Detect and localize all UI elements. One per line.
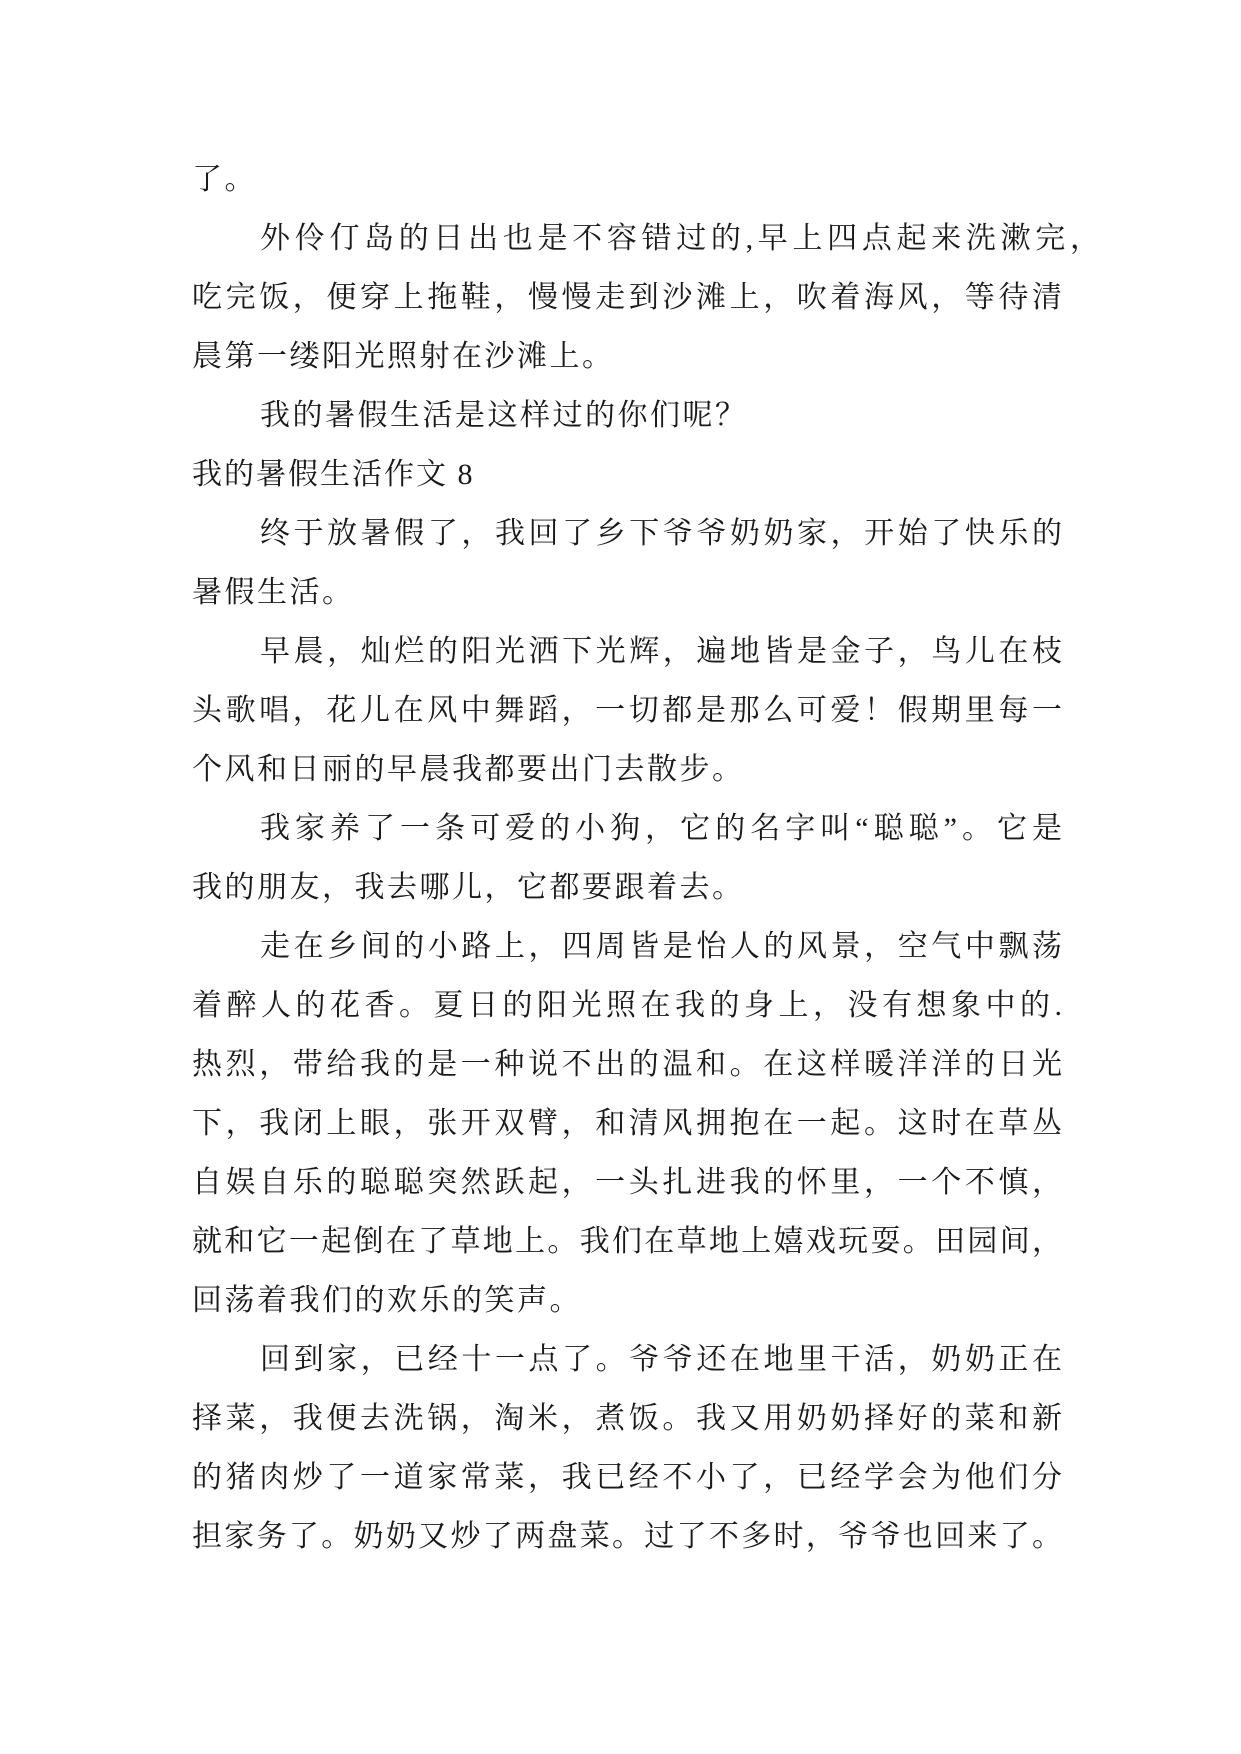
- document-body: [192, 150, 1100, 1566]
- paragraph-line: 吃完饭，便穿上拖鞋，慢慢走到沙滩上，吹着海风，等待清: [192, 281, 1062, 314]
- paragraph-line: 就和它一起倒在了草地上。我们在草地上嬉戏玩耍。田园间，: [192, 1225, 1062, 1258]
- paragraph-line: 择菜，我便去洗锅，淘米，煮饭。我又用奶奶择好的菜和新: [192, 1402, 1062, 1435]
- paragraph-line: 我的朋友，我去哪儿，它都要跟着去。: [192, 871, 745, 904]
- paragraph: [192, 504, 1062, 622]
- paragraph-line: 外伶仃岛的日出也是不容错过的,早上四点起来洗漱完，: [260, 222, 1100, 255]
- paragraph-line: 的猪肉炒了一道家常菜，我已经不小了，已经学会为他们分: [192, 1461, 1062, 1494]
- paragraph-line: 我的暑假生活是这样过的你们呢？: [260, 399, 748, 432]
- paragraph: [192, 386, 1062, 445]
- paragraph: [192, 150, 1062, 209]
- paragraph-line: 着醉人的花香。夏日的阳光照在我的身上，没有想象中的.: [192, 989, 1062, 1022]
- paragraph: [192, 622, 1062, 799]
- paragraph-line: 个风和日丽的早晨我都要出门去散步。: [192, 753, 745, 786]
- paragraph: [192, 209, 1100, 386]
- paragraph-line: 回到家，已经十一点了。爷爷还在地里干活，奶奶正在: [260, 1343, 1062, 1376]
- section-heading: 我的暑假生活作文 8: [192, 458, 475, 491]
- paragraph-line: 下，我闭上眼，张开双臂，和清风拥抱在一起。这时在草丛: [192, 1107, 1062, 1140]
- paragraph-line: 暑假生活。: [192, 576, 355, 609]
- paragraph: [192, 1330, 1062, 1566]
- paragraph-line: 终于放暑假了，我回了乡下爷爷奶奶家，开始了快乐的: [260, 517, 1062, 550]
- paragraph-line: 我家养了一条可爱的小狗，它的名字叫“聪聪”。它是: [260, 812, 1062, 845]
- paragraph-line: 了。: [192, 163, 257, 196]
- paragraph-line: 回荡着我们的欢乐的笑声。: [192, 1284, 582, 1317]
- paragraph-line: 早晨，灿烂的阳光洒下光辉，遍地皆是金子，鸟儿在枝: [260, 635, 1062, 668]
- paragraph: [192, 799, 1062, 917]
- paragraph-line: 走在乡间的小路上，四周皆是怡人的风景，空气中飘荡: [260, 930, 1062, 963]
- paragraph-line: 热烈，带给我的是一种说不出的温和。在这样暖洋洋的日光: [192, 1048, 1062, 1081]
- paragraph: [192, 917, 1062, 1330]
- paragraph-line: 头歌唱，花儿在风中舞蹈，一切都是那么可爱！假期里每一: [192, 694, 1062, 727]
- paragraph-line: 晨第一缕阳光照射在沙滩上。: [192, 340, 615, 373]
- paragraph-line: 自娱自乐的聪聪突然跃起，一头扎进我的怀里，一个不慎，: [192, 1166, 1062, 1199]
- paragraph-line: 担家务了。奶奶又炒了两盘菜。过了不多时，爷爷也回来了。: [192, 1520, 1062, 1553]
